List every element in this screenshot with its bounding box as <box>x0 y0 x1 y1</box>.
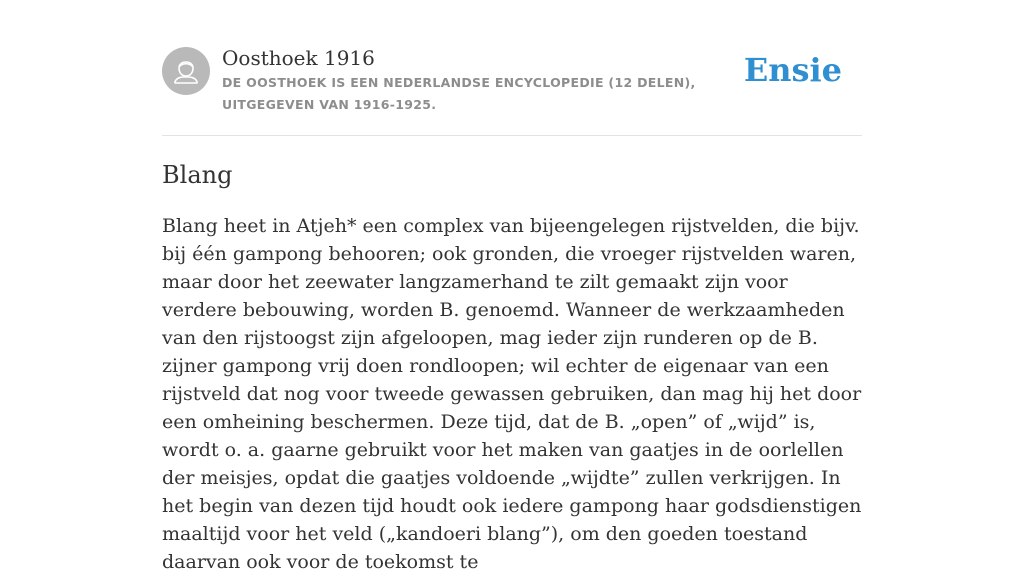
source-avatar[interactable] <box>162 47 210 95</box>
ensie-logo-link[interactable]: Ensie <box>743 51 842 89</box>
source-description: DE OOSTHOEK IS EEN NEDERLANDSE ENCYCLOPEDIE (12 DELEN), UITGEGEVEN VAN 1916-1925. <box>222 75 696 112</box>
article-body: Blang heet in Atjeh* een complex van bijeengelegen rijstvelden, die bijv. bij één gampong behooren; ook gronden, die vroeger rijstvelden waren, maar door het zeewater langzamerhand te zilt gemaakt zijn voor verdere bebouwing, worden B. genoemd. Wanneer de werkzaamheden van den rijstoogst zijn afgeloopen, mag ieder zijn runderen op de B. zijner gampong vrij doen rondloopen; wil echter de eigenaar van een rijstveld dat nog voor tweede gewassen gebruiken, dan mag hij het door een omheining beschermen. Deze tijd, dat de B. „open” of „wijd” is, wordt o. a. gaarne gebruikt voor het maken van gaatjes in de oorlellen der meisjes, opdat die gaatjes voldoende „wijdte” zullen verkrijgen. In het begin van dezen tijd houdt ook iedere gampong haar godsdienstigen maaltijd voor het veld („kandoeri blang”), om den goeden toestand daarvan ook voor de toekomst te <box>162 215 862 573</box>
source-header <box>162 44 862 136</box>
article-title: Blang <box>162 161 233 189</box>
user-silhouette-icon <box>162 47 210 95</box>
source-name[interactable]: Oosthoek 1916 <box>222 46 375 70</box>
